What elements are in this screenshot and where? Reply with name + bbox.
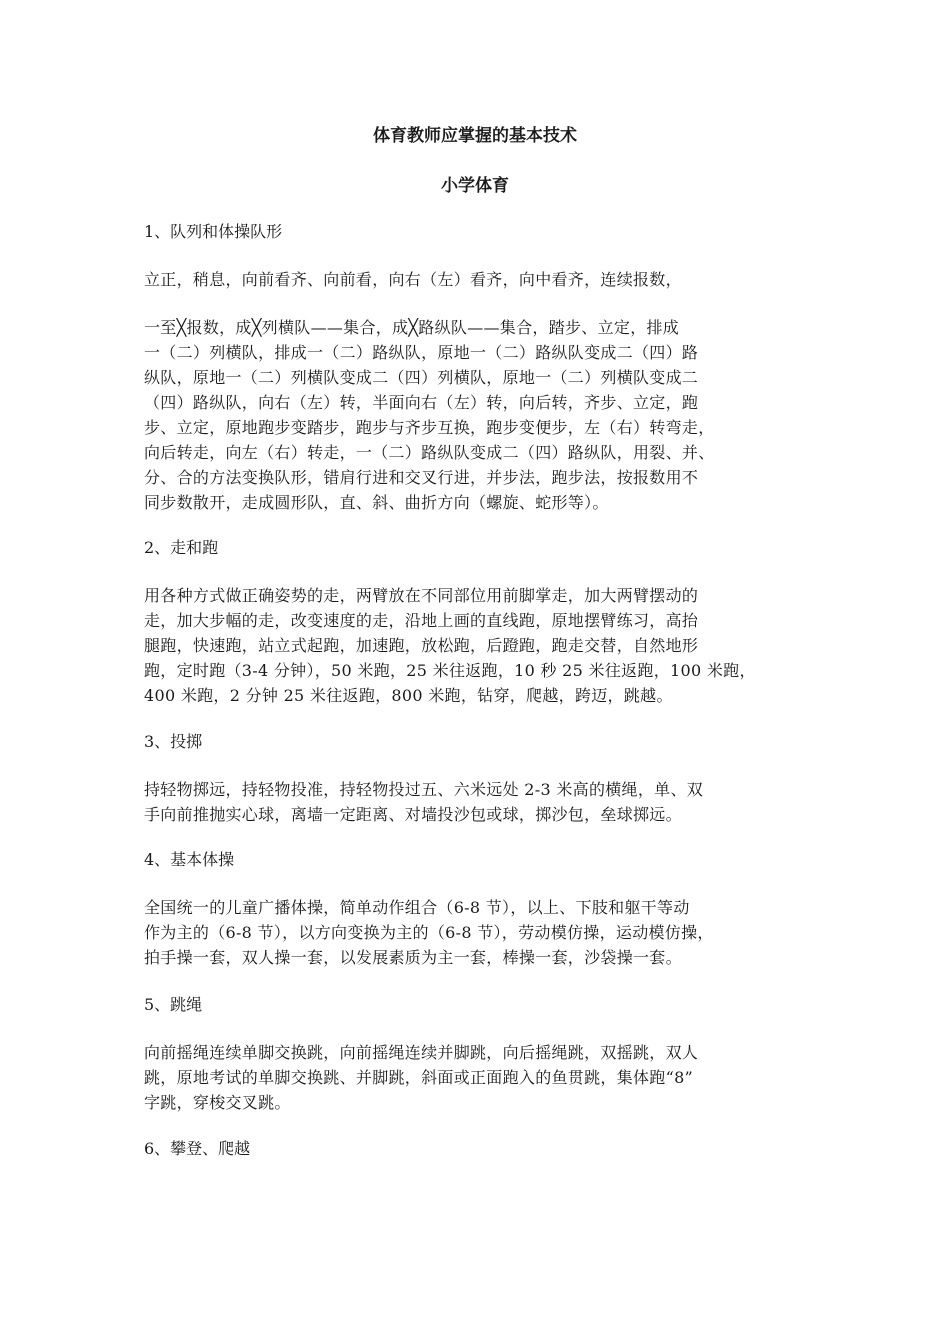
paragraph-line: 步、立定，原地跑步变踏步，跑步与齐步互换，跑步变便步，左（右）转弯走， — [144, 418, 715, 437]
paragraph-line: 同步数散开，走成圆形队，直、斜、曲折方向（螺旋、蛇形等）。 — [144, 493, 609, 512]
section-heading: 6、攀登、爬越 — [144, 1139, 251, 1158]
page-title: 体育教师应掌握的基本技术 — [373, 126, 577, 146]
section-heading: 4、基本体操 — [144, 850, 235, 869]
paragraph-line: 拍手操一套，双人操一套，以发展素质为主一套，棒操一套，沙袋操一套。 — [144, 948, 682, 967]
paragraph-line: 全国统一的儿童广播体操，简单动作组合（6-8 节），以上、下肢和躯干等动 — [144, 898, 690, 917]
paragraph-line: 纵队，原地一（二）列横队变成二（四）列横队，原地一（二）列横队变成二 — [144, 368, 699, 387]
paragraph-line: 跑，定时跑（3-4 分钟），50 米跑，25 米往返跑，10 秒 25 米往返跑，100 米跑， — [144, 661, 756, 680]
paragraph-line: 一（二）列横队，排成一（二）路纵队，原地一（二）路纵队变成二（四）路 — [144, 343, 699, 362]
paragraph-line: 用各种方式做正确姿势的走，两臂放在不同部位用前脚掌走，加大两臂摆动的 — [144, 586, 699, 605]
section-heading: 5、跳绳 — [144, 995, 203, 1014]
paragraph-line: 400 米跑，2 分钟 25 米往返跑，800 米跑，钻穿，爬越，跨迈，跳越。 — [144, 686, 673, 705]
paragraph-line: 持轻物掷远，持轻物投准，持轻物投过五、六米远处 2-3 米高的横绳，单、双 — [144, 780, 704, 799]
paragraph-line: 向后转走，向左（右）转走，一（二）路纵队变成二（四）路纵队，用裂、并、 — [144, 443, 715, 462]
paragraph-line: （四）路纵队，向右（左）转，半面向右（左）转，向后转，齐步、立定，跑 — [144, 393, 699, 412]
section-heading: 1、队列和体操队形 — [144, 222, 283, 241]
paragraph-line: 一至╳报数，成╳列横队——集合，成╳路纵队——集合，踏步、立定，排成 — [144, 318, 680, 337]
paragraph-line: 字跳，穿梭交叉跳。 — [144, 1093, 291, 1112]
paragraph-line: 腿跑，快速跑，站立式起跑，加速跑，放松跑，后蹬跑，跑走交替，自然地形 — [144, 636, 699, 655]
page-subtitle: 小学体育 — [441, 176, 509, 196]
section-heading: 2、走和跑 — [144, 538, 219, 557]
paragraph-line: 跳，原地考试的单脚交换跳、并脚跳，斜面或正面跑入的鱼贯跳，集体跑“8” — [144, 1068, 694, 1087]
paragraph-line: 手向前推抛实心球，离墙一定距离、对墙投沙包或球，掷沙包，垒球掷远。 — [144, 805, 682, 824]
paragraph-line: 作为主的（6-8 节），以方向变换为主的（6-8 节），劳动模仿操，运动模仿操， — [144, 923, 714, 942]
section-heading: 3、投掷 — [144, 732, 203, 751]
paragraph-line: 立正，稍息，向前看齐、向前看，向右（左）看齐，向中看齐，连续报数， — [144, 270, 682, 289]
paragraph-line: 向前摇绳连续单脚交换跳，向前摇绳连续并脚跳，向后摇绳跳，双摇跳，双人 — [144, 1043, 699, 1062]
paragraph-line: 分、合的方法变换队形，错肩行进和交叉行进，并步法，跑步法，按报数用不 — [144, 468, 699, 487]
paragraph-line: 走，加大步幅的走，改变速度的走，沿地上画的直线跑，原地摆臂练习，高抬 — [144, 611, 699, 630]
